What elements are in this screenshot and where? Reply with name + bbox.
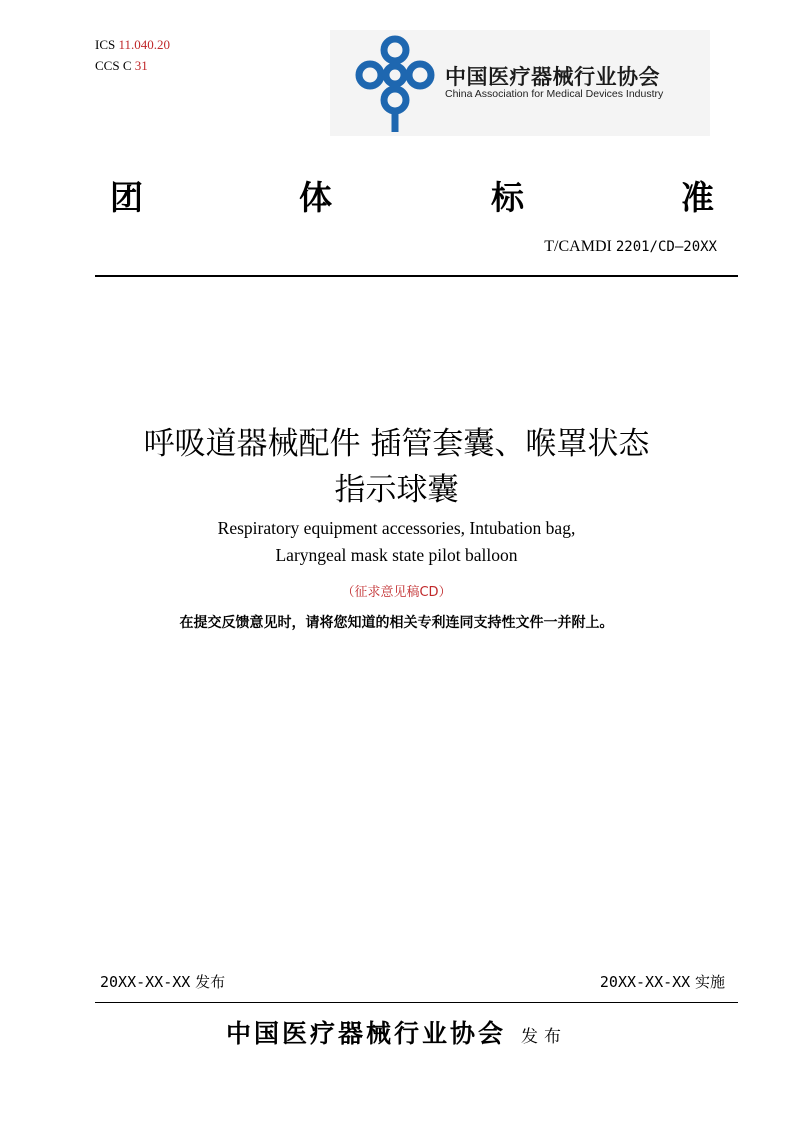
ccs-value: 31 <box>134 58 148 73</box>
standard-char-3: 标 <box>491 178 524 217</box>
standard-code <box>544 238 717 256</box>
publish-date <box>100 971 225 992</box>
ccs-line <box>95 55 170 76</box>
implement-date-value: 20XX-XX-XX <box>599 973 691 991</box>
standard-char-2: 体 <box>299 178 332 217</box>
logo-name-cn: 中国医疗器械行业协会 <box>445 65 660 89</box>
association-emblem-icon <box>352 32 438 134</box>
ics-line <box>95 34 170 55</box>
title-en-line1: Respiratory equipment accessories, Intubation bag, <box>217 518 576 538</box>
logo-name-en: China Association for Medical Devices Industry <box>445 88 664 100</box>
implement-date <box>600 971 725 992</box>
footer-divider <box>95 1002 738 1003</box>
ics-value: 11.040.20 <box>118 37 171 52</box>
standard-char-4: 准 <box>681 178 714 217</box>
publish-date-value: 20XX-XX-XX <box>100 973 191 991</box>
publish-date-label: 发布 <box>195 973 226 991</box>
standard-char-1: 团 <box>110 178 143 217</box>
implement-date-label: 实施 <box>694 973 725 991</box>
standard-code-number: 2201/CD—20XX <box>615 239 717 255</box>
publisher-org: 中国医疗器械行业协会 <box>225 1019 506 1048</box>
publisher-line <box>0 1014 793 1050</box>
header-divider <box>95 275 738 277</box>
ics-label: ICS <box>95 37 116 52</box>
title-cn-line1: 呼吸道器械配件 插管套囊、喉罩状态 <box>143 426 650 462</box>
title-cn-line2: 指示球囊 <box>334 472 459 508</box>
ccs-label: CCS C <box>95 58 132 73</box>
association-logo <box>330 30 710 136</box>
classification-codes <box>95 34 170 76</box>
draft-label: （征求意见稿CD） <box>341 585 452 600</box>
patent-notice: 在提交反馈意见时，请将您知道的相关专利连同支持性文件一并附上。 <box>179 615 614 631</box>
title-en-line2: Laryngeal mask state pilot balloon <box>275 545 518 565</box>
publisher-action: 发布 <box>521 1027 568 1047</box>
standard-code-prefix: T/CAMDI <box>544 238 612 255</box>
